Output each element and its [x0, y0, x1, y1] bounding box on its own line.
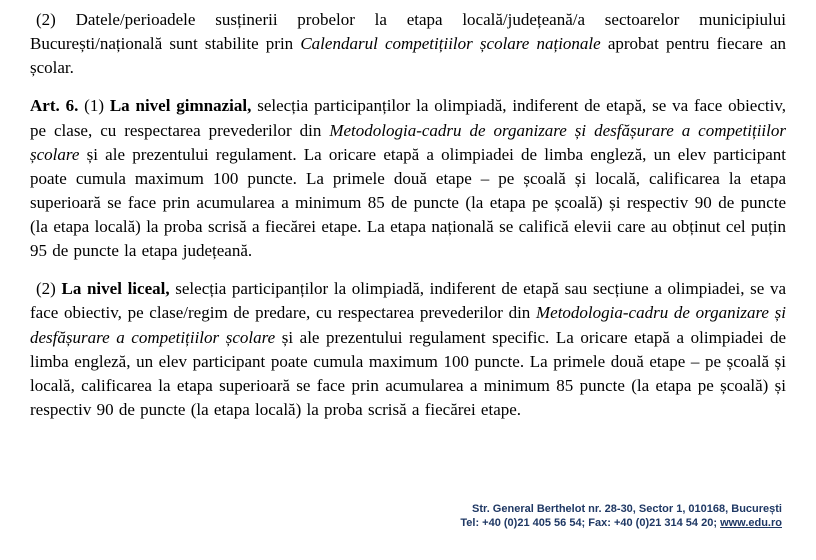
page-footer: [460, 502, 782, 530]
paragraph-dates: (2) Datele/perioadele susținerii probelor la etapa locală/județeană/a sectoarelor municipiului București/națională sunt stabilite prin Calendarul competițiilor școlare naționale aprobat pentru fiecare an școlar.: [30, 10, 786, 78]
footer-address-line: Str. General Berthelot nr. 28-30, Sector 1, 010168, București: [472, 503, 782, 515]
paragraph-art6-liceal: (2) La nivel liceal, selecția participanților la olimpiadă, indiferent de etapă sau secțiune a olimpiadei, se va face obiectiv, pe clase/regim de predare, cu respectarea prevederilor din Metodologia-cadru de organizare și desfășurare a competițiilor școlare și ale prezentului regulament specific. La oricare etapă a olimpiadei de limba engleză, un elev participant poate cumula maximum 100 puncte. La primele două etape – pe școală și locală, calificarea la etapa superioară se face prin acumularea a minimum 85 puncte (la etapa pe școală) și respectiv 90 de puncte (la etapa locală) la proba scrisă a fiecărei etape.: [30, 279, 787, 419]
edu-ro-link[interactable]: www.edu.ro: [720, 517, 782, 529]
paragraph-art6-gimnazial: Art. 6. (1) La nivel gimnazial, selecția participanților la olimpiadă, indiferent de etapă, se va face obiectiv, pe clase, cu respectarea prevederilor din Metodologia-cadru de organizare și desfășurare a competițiilor școlare și ale prezentului regulament. La oricare etapă a olimpiadei de limba engleză, un elev participant poate cumula maximum 100 puncte. La primele două etape – pe școală și locală, calificarea la etapa superioară se face prin acumularea a minimum 85 de puncte (la etapa pe școală) și respectiv 90 de puncte (la etapa locală) la proba scrisă a fiecărei etape. La etapa națională se califică elevii care au obținut cel puțin 95 de puncte la etapa județeană.: [30, 96, 786, 261]
footer-contact-line: Tel: +40 (0)21 405 56 54; Fax: +40 (0)21 314 54 20; www.edu.ro: [460, 517, 782, 529]
